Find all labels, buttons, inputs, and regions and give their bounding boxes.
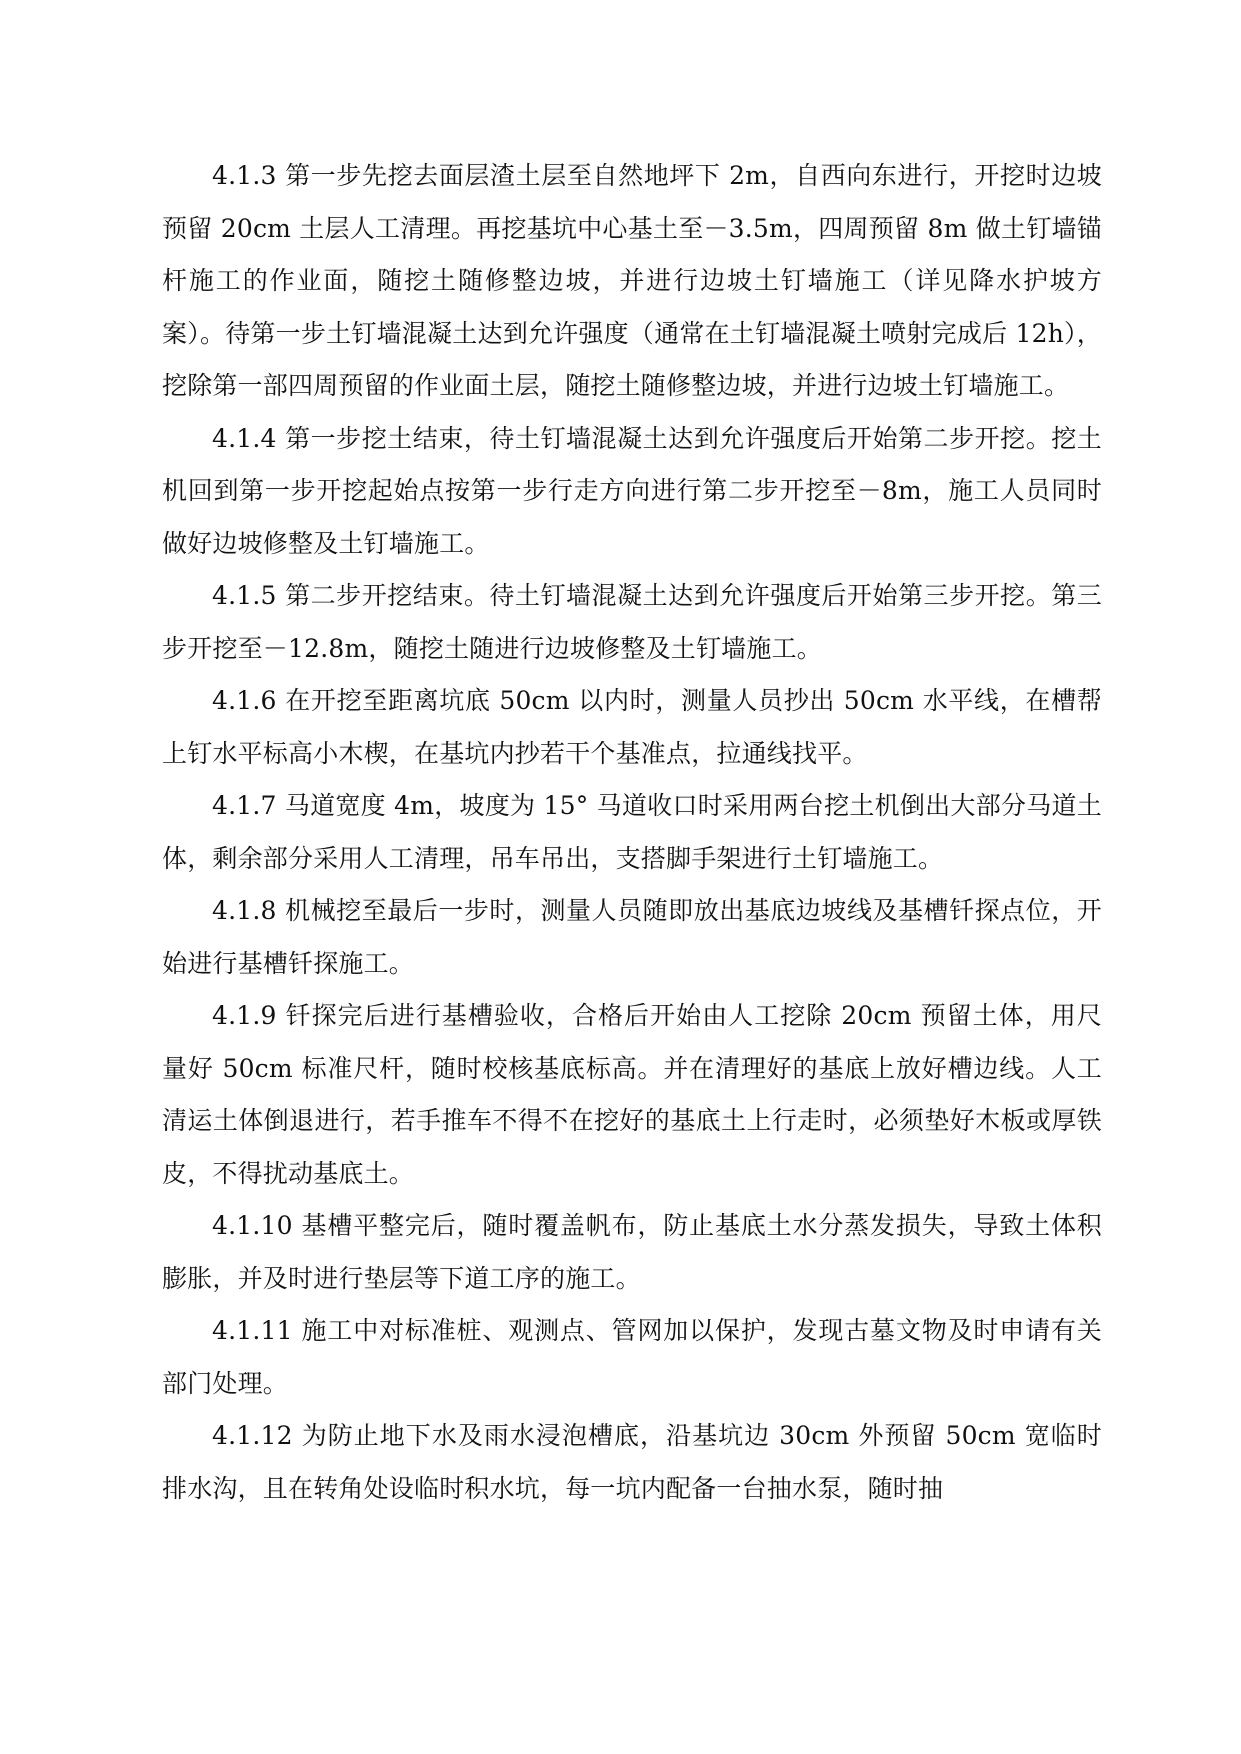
paragraph-4-1-7: 4.1.7 马道宽度 4m，坡度为 15° 马道收口时采用两台挖土机倒出大部分马道土体，剩余部分采用人工清理，吊车吊出，支搭脚手架进行土钉墙施工。 — [162, 791, 1102, 873]
paragraph-4-1-10: 4.1.10 基槽平整完后，随时覆盖帆布，防止基底土水分蒸发损失，导致土体积膨胀，并及时进行垫层等下道工序的施工。 — [162, 1211, 1102, 1293]
paragraph-4-1-8: 4.1.8 机械挖至最后一步时，测量人员随即放出基底边坡线及基槽钎探点位，开始进行基槽钎探施工。 — [162, 896, 1102, 978]
paragraph-4-1-3: 4.1.3 第一步先挖去面层渣土层至自然地坪下 2m，自西向东进行，开挖时边坡预留 20cm 土层人工清理。再挖基坑中心基土至－3.5m，四周预留 8m 做土钉墙锚杆施工的作业面，随挖土随修整边坡，并进行边坡土钉墙施工（详见降水护坡方案）。待第一步土钉墙混凝土达到允许强度（通常在土钉墙混凝土喷射完成后 12h），挖除第一部四周预留的作业面土层，随挖土随修整边坡，并进行边坡土钉墙施工。 — [162, 161, 1102, 400]
paragraph-4-1-11: 4.1.11 施工中对标准桩、观测点、管网加以保护，发现古墓文物及时申请有关部门处理。 — [162, 1316, 1102, 1398]
document-body — [162, 150, 1102, 1515]
paragraph-4-1-9: 4.1.9 钎探完后进行基槽验收，合格后开始由人工挖除 20cm 预留土体，用尺量好 50cm 标准尺杆，随时校核基底标高。并在清理好的基底上放好槽边线。人工清运土体倒退进行，若手推车不得不在挖好的基底土上行走时，必须垫好木板或厚铁皮，不得扰动基底土。 — [162, 1001, 1102, 1188]
paragraph-4-1-4: 4.1.4 第一步挖土结束，待土钉墙混凝土达到允许强度后开始第二步开挖。挖土机回到第一步开挖起始点按第一步行走方向进行第二步开挖至－8m，施工人员同时做好边坡修整及土钉墙施工。 — [162, 423, 1102, 558]
paragraph-4-1-6: 4.1.6 在开挖至距离坑底 50cm 以内时，测量人员抄出 50cm 水平线，在槽帮上钉水平标高小木楔，在基坑内抄若干个基准点，拉通线找平。 — [162, 686, 1102, 768]
paragraph-4-1-5: 4.1.5 第二步开挖结束。待土钉墙混凝土达到允许强度后开始第三步开挖。第三步开挖至－12.8m，随挖土随进行边坡修整及土钉墙施工。 — [162, 581, 1102, 663]
paragraph-4-1-12: 4.1.12 为防止地下水及雨水浸泡槽底，沿基坑边 30cm 外预留 50cm 宽临时排水沟，且在转角处设临时积水坑，每一坑内配备一台抽水泵，随时抽 — [162, 1421, 1102, 1503]
